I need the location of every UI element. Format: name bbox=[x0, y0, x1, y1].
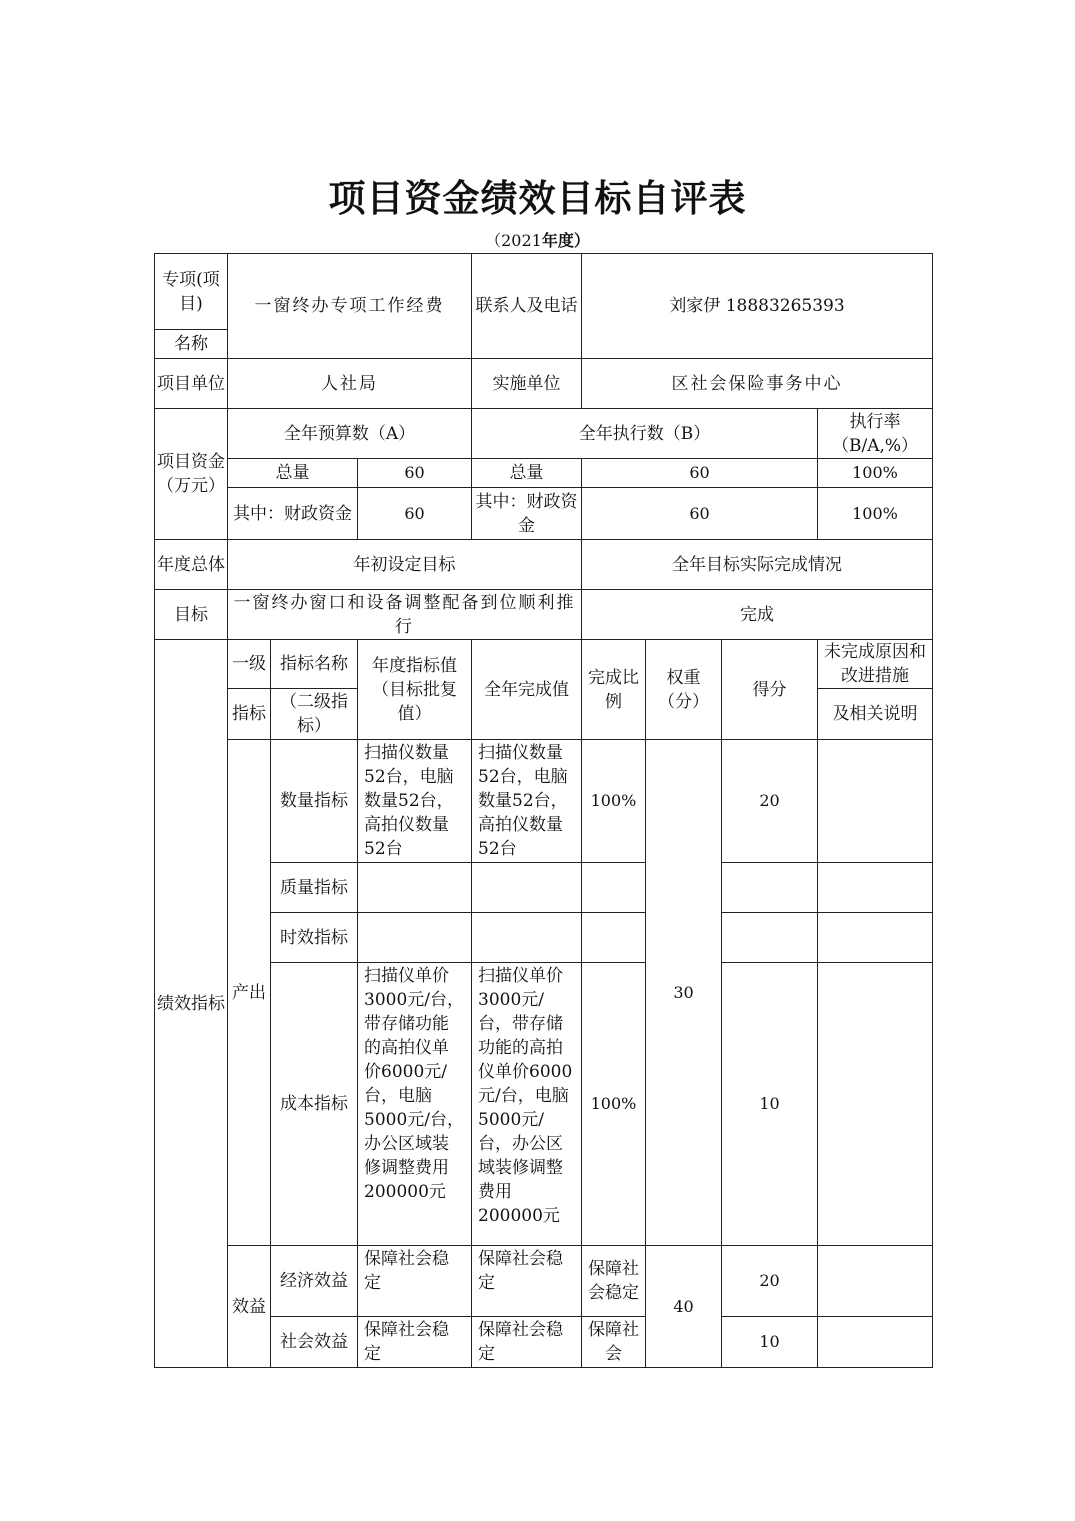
timeliness-target bbox=[358, 913, 472, 963]
output-label: 产出 bbox=[228, 740, 271, 1246]
fiscal-label-b: 其中：财政资金 bbox=[472, 488, 582, 540]
reason-header-2: 及相关说明 bbox=[818, 689, 933, 740]
project-name: 一窗终办专项工作经费 bbox=[228, 254, 472, 359]
quality-name: 质量指标 bbox=[271, 863, 358, 913]
cost-name: 成本指标 bbox=[271, 963, 358, 1246]
project-unit: 人社局 bbox=[228, 359, 472, 409]
target-header: 年度指标值（目标批复值） bbox=[358, 640, 472, 740]
project-name-label-2: 名称 bbox=[155, 330, 228, 359]
cost-reason bbox=[818, 963, 933, 1246]
impl-unit-label: 实施单位 bbox=[472, 359, 582, 409]
project-name-label: 专项(项目) bbox=[155, 254, 228, 330]
contact-label: 联系人及电话 bbox=[472, 254, 582, 359]
timeliness-reason bbox=[818, 913, 933, 963]
score-header: 得分 bbox=[722, 640, 818, 740]
economic-ratio: 保障社会稳定 bbox=[582, 1246, 646, 1317]
quantity-actual: 扫描仪数量52台，电脑数量52台，高拍仪数量52台 bbox=[472, 740, 582, 863]
quality-actual bbox=[472, 863, 582, 913]
contact-value: 刘家伊 18883265393 bbox=[582, 254, 933, 359]
total-exec: 60 bbox=[582, 459, 818, 488]
social-target: 保障社会稳定 bbox=[358, 1317, 472, 1368]
total-label-a: 总量 bbox=[228, 459, 358, 488]
goal-actual-value: 完成 bbox=[582, 590, 933, 640]
quality-score bbox=[722, 863, 818, 913]
funds-label: 项目资金（万元） bbox=[155, 409, 228, 540]
goal-set-value: 一窗终办窗口和设备调整配备到位顺利推行 bbox=[228, 590, 582, 640]
quality-ratio bbox=[582, 863, 646, 913]
timeliness-actual bbox=[472, 913, 582, 963]
benefit-label: 效益 bbox=[228, 1246, 271, 1368]
impl-unit: 区社会保险事务中心 bbox=[582, 359, 933, 409]
ratio-header: 完成比例 bbox=[582, 640, 646, 740]
social-score: 10 bbox=[722, 1317, 818, 1368]
social-name: 社会效益 bbox=[271, 1317, 358, 1368]
goal-label: 年度总体 bbox=[155, 540, 228, 590]
budget-header: 全年预算数（A） bbox=[228, 409, 472, 459]
economic-reason bbox=[818, 1246, 933, 1317]
indicators-label: 绩效指标 bbox=[155, 640, 228, 1368]
reason-header: 未完成原因和改进措施 bbox=[818, 640, 933, 689]
quality-target bbox=[358, 863, 472, 913]
year-prefix: （2021 bbox=[485, 231, 542, 250]
name-header-2: （二级指标） bbox=[271, 689, 358, 740]
economic-actual: 保障社会稳定 bbox=[472, 1246, 582, 1317]
economic-score: 20 bbox=[722, 1246, 818, 1317]
total-budget: 60 bbox=[358, 459, 472, 488]
project-unit-label: 项目单位 bbox=[155, 359, 228, 409]
level1-header: 一级 bbox=[228, 640, 271, 689]
goal-label-2: 目标 bbox=[155, 590, 228, 640]
benefit-weight: 40 bbox=[646, 1246, 722, 1368]
timeliness-score bbox=[722, 913, 818, 963]
quantity-reason bbox=[818, 740, 933, 863]
timeliness-name: 时效指标 bbox=[271, 913, 358, 963]
social-ratio: 保障社会 bbox=[582, 1317, 646, 1368]
quantity-name: 数量指标 bbox=[271, 740, 358, 863]
fiscal-label-a: 其中：财政资金 bbox=[228, 488, 358, 540]
evaluation-table bbox=[154, 253, 933, 1368]
cost-score: 10 bbox=[722, 963, 818, 1246]
total-label-b: 总量 bbox=[472, 459, 582, 488]
economic-target: 保障社会稳定 bbox=[358, 1246, 472, 1317]
year-suffix: 年度） bbox=[541, 231, 590, 250]
fiscal-budget: 60 bbox=[358, 488, 472, 540]
cost-actual: 扫描仪单价3000元/台，带存储功能的高拍仪单价6000元/台，电脑5000元/台，办公区域装修调整费用200000元 bbox=[472, 963, 582, 1246]
weight-header: 权重（分） bbox=[646, 640, 722, 740]
social-reason bbox=[818, 1317, 933, 1368]
fiscal-exec: 60 bbox=[582, 488, 818, 540]
level1-header-2: 指标 bbox=[228, 689, 271, 740]
quantity-score: 20 bbox=[722, 740, 818, 863]
goal-actual-header: 全年目标实际完成情况 bbox=[582, 540, 933, 590]
cost-target: 扫描仪单价3000元/台，带存储功能的高拍仪单价6000元/台，电脑5000元/台，办公区域装修调整费用200000元 bbox=[358, 963, 472, 1246]
quality-reason bbox=[818, 863, 933, 913]
total-rate: 100% bbox=[818, 459, 933, 488]
exec-header: 全年执行数（B） bbox=[472, 409, 818, 459]
social-actual: 保障社会稳定 bbox=[472, 1317, 582, 1368]
output-weight: 30 bbox=[646, 740, 722, 1246]
rate-header: 执行率（B/A,%） bbox=[818, 409, 933, 459]
quantity-target: 扫描仪数量52台，电脑数量52台，高拍仪数量52台 bbox=[358, 740, 472, 863]
name-header: 指标名称 bbox=[271, 640, 358, 689]
fiscal-rate: 100% bbox=[818, 488, 933, 540]
actual-header: 全年完成值 bbox=[472, 640, 582, 740]
page-title: 项目资金绩效目标自评表 bbox=[328, 177, 747, 220]
goal-set-header: 年初设定目标 bbox=[228, 540, 582, 590]
timeliness-ratio bbox=[582, 913, 646, 963]
economic-name: 经济效益 bbox=[271, 1246, 358, 1317]
quantity-ratio: 100% bbox=[582, 740, 646, 863]
cost-ratio: 100% bbox=[582, 963, 646, 1246]
year-subtitle bbox=[0, 228, 1075, 251]
